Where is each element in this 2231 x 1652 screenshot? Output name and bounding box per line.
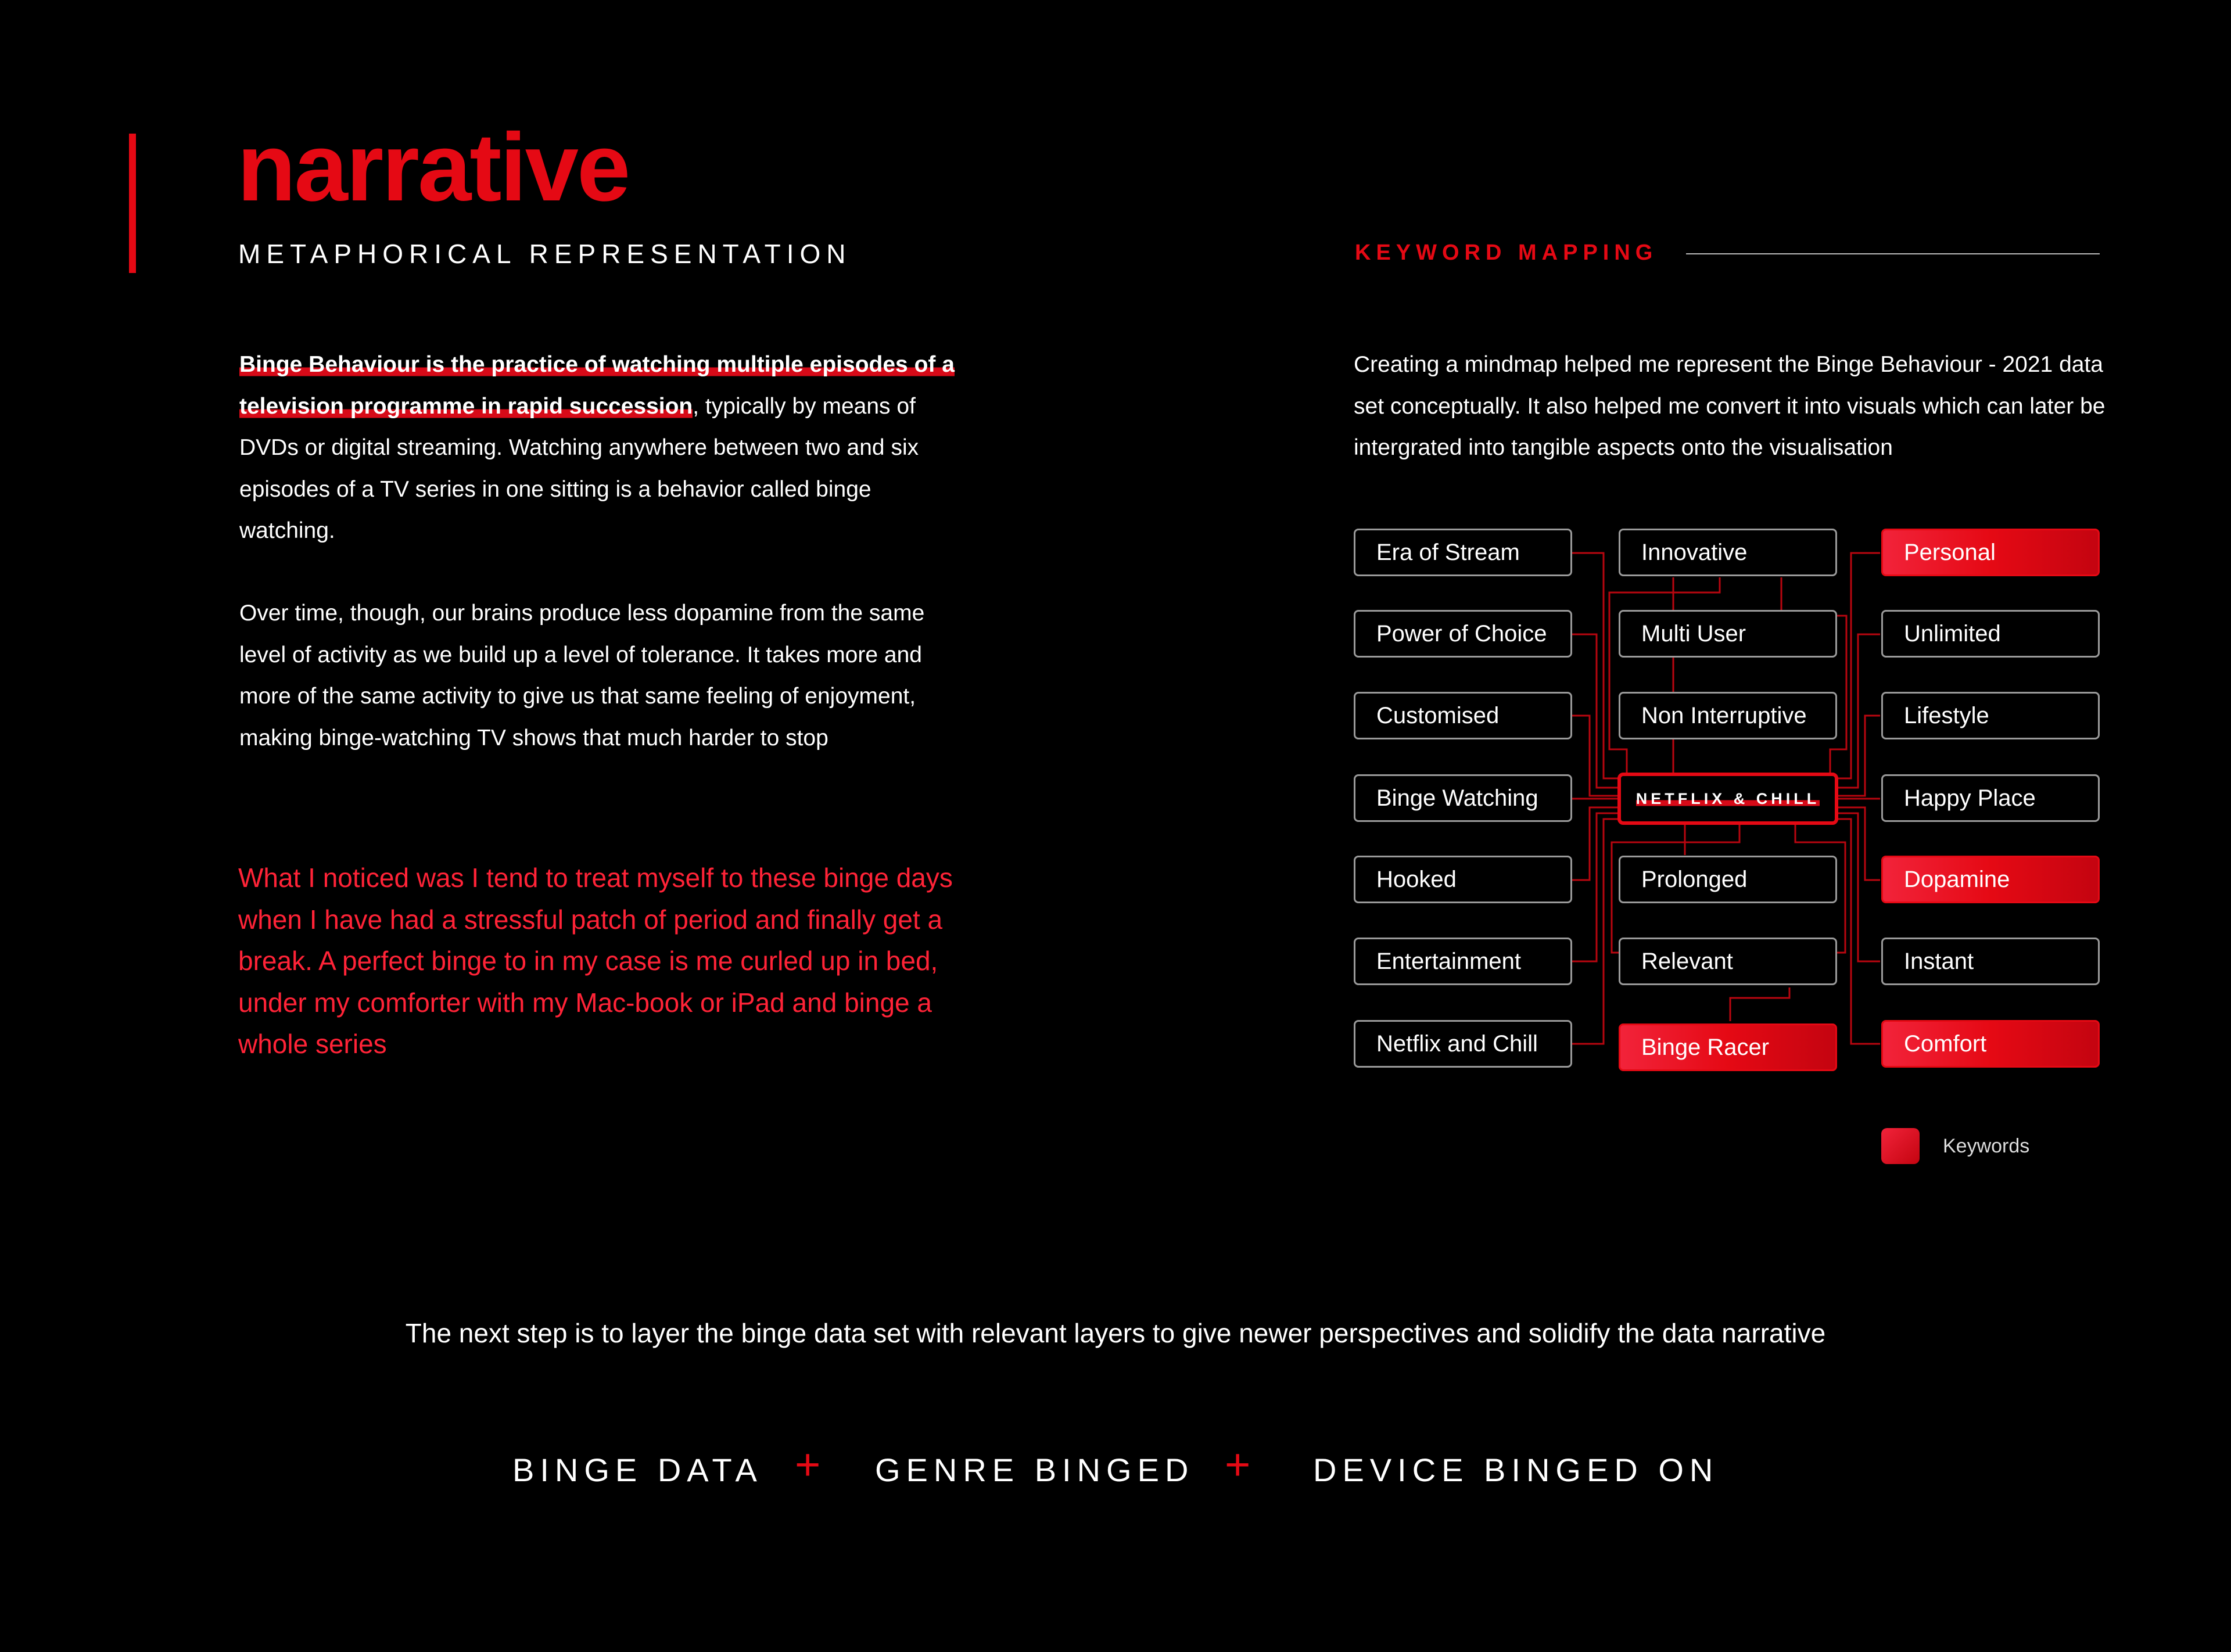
next-step-text: The next step is to layer the binge data set with relevant layers to give newer perspectives and solidify the data narrative xyxy=(405,1318,1826,1348)
node-innovative: Innovative xyxy=(1619,529,1837,576)
node-lifestyle: Lifestyle xyxy=(1881,692,2100,739)
node-power-of-choice: Power of Choice xyxy=(1354,610,1572,658)
definition-rest: , typically by means of DVDs or digital streaming. Watching anywhere between two and six episodes of a TV series in one sitting is a behavior called binge watching. xyxy=(239,393,919,543)
node-dopamine: Dopamine xyxy=(1881,856,2100,903)
plus-icon: + xyxy=(795,1440,821,1489)
node-multi-user: Multi User xyxy=(1619,610,1837,658)
node-relevant: Relevant xyxy=(1619,938,1837,985)
personal-note: What I noticed was I tend to treat myself to these binge days when I have had a stressful patch of period and finally get a break. A perfect binge to in my case is me curled up in bed, under my comforter with my Mac-book or iPad and binge a whole series xyxy=(238,863,953,1059)
node-binge-watching: Binge Watching xyxy=(1354,774,1572,822)
node-hooked: Hooked xyxy=(1354,856,1572,903)
node-customised: Customised xyxy=(1354,692,1572,739)
node-comfort: Comfort xyxy=(1881,1020,2100,1068)
plus-icon: + xyxy=(1225,1440,1251,1489)
legend-keyword-swatch xyxy=(1881,1128,1920,1164)
formula-binge-data: BINGE DATA xyxy=(512,1452,763,1488)
formula-genre-binged: GENRE BINGED xyxy=(875,1452,1195,1488)
mindmap-description: Creating a mindmap helped me represent the Binge Behaviour - 2021 data set conceptually. It also helped me convert it into visuals which can later be intergrated into tangible aspects onto the visualisation xyxy=(1354,352,2106,460)
node-happy-place: Happy Place xyxy=(1881,774,2100,822)
definition-highlight: Binge Behaviour is the practice of watching multiple episodes of a television programme in rapid succession xyxy=(239,352,955,419)
page-title: narrative xyxy=(237,114,629,221)
center-label: NETFLIX & CHILL xyxy=(1635,790,1820,807)
mindmap-center-node xyxy=(1617,773,1838,825)
node-entertainment: Entertainment xyxy=(1354,938,1572,985)
node-unlimited: Unlimited xyxy=(1881,610,2100,658)
dopamine-paragraph: Over time, though, our brains produce less dopamine from the same level of activity as we build up a level of tolerance. It takes more and more of the same activity to give us that same feeling of enjoyment, making binge-watching TV shows that much harder to stop xyxy=(239,601,925,750)
node-personal: Personal xyxy=(1881,529,2100,576)
node-instant: Instant xyxy=(1881,938,2100,985)
keyword-mapping-label: KEYWORD MAPPING xyxy=(1355,240,1658,265)
node-netflix-and-chill: Netflix and Chill xyxy=(1354,1020,1572,1068)
legend-label: Keywords xyxy=(1943,1135,2030,1157)
page-subtitle: METAPHORICAL REPRESENTATION xyxy=(238,239,852,269)
node-non-interruptive: Non Interruptive xyxy=(1619,692,1837,739)
formula-device-binged-on: DEVICE BINGED ON xyxy=(1313,1452,1719,1488)
node-binge-racer: Binge Racer xyxy=(1619,1023,1837,1071)
node-era-of-stream: Era of Stream xyxy=(1354,529,1572,576)
node-prolonged: Prolonged xyxy=(1619,856,1837,903)
